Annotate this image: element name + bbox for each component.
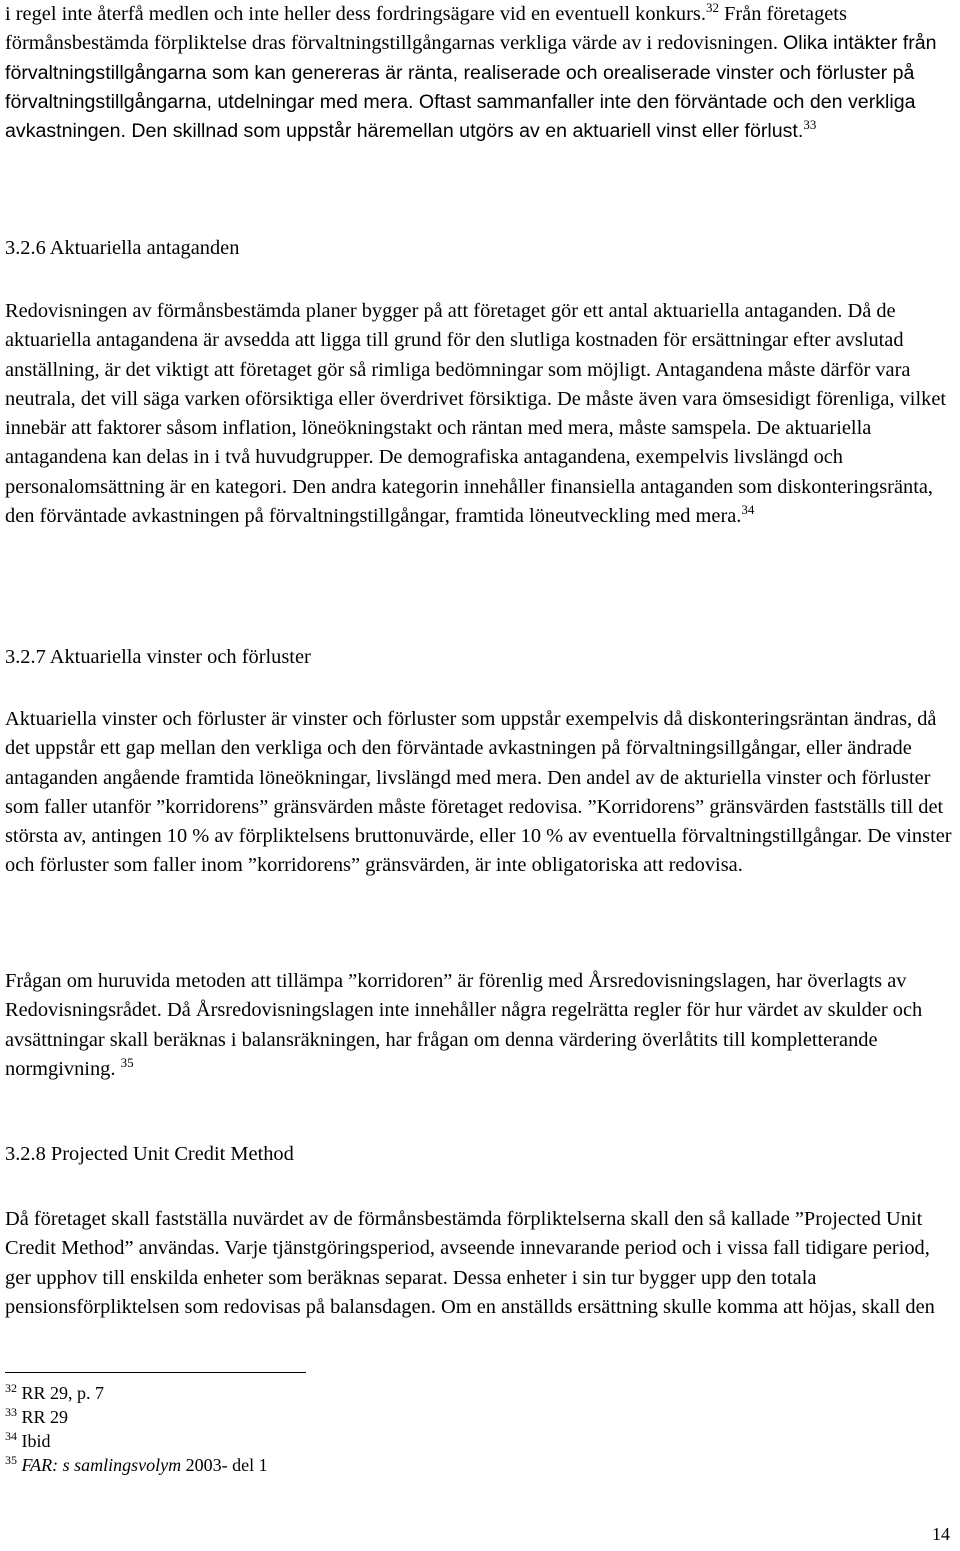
footnote-text: Ibid [21,1431,51,1451]
paragraph-text: Aktuariella vinster och förluster är vinster och förluster som uppstår exempelvis då diskonteringsräntan ändras, då det uppstår ett gap mellan den verkliga och den förväntade avkastningen på förvaltningsillgångar, eller ändrade antaganden angående framtida löneökningar, livslängd med mera. Den andel av de akturiella vinster och förluster som faller utanför ”korridorens” gränsvärden måste företaget redovisa. ”Korridorens” gränsvärden fastställs till det största av, antingen 10 % av förpliktelsens bruttonuvärde, eller 10 % av eventuella förvaltningstillgångar. De vinster och förluster som faller inom ”korridorens” gränsvärden, är inte obligatoriska att redovisa. [5,708,952,877]
intro-sentence-3: Olika intäkter från förvaltningstillgångarna som kan genereras är ränta, realiserade och orealiserade vinster och förluster på förvaltningstillgångarna, utdelningar med mera. Oftast sammanfaller inte den förväntade och den verkliga avkastningen. Den skillnad som uppstår häremellan utgörs av en aktuariell vinst eller förlust. [5,32,937,143]
footnote-34 [5,1429,51,1453]
footnote-number: 33 [5,1405,17,1419]
footnote-number: 34 [5,1429,17,1443]
footnote-33 [5,1405,68,1429]
paragraph-text: Frågan om huruvida metoden att tillämpa ”korridoren” är förenlig med Årsredovisningslagen, har överlagts av Redovisningsrådet. Då Årsredovisningslagen inte innehåller några regelrätta regler för hur värdet av skulder och avsättningar skall beräknas i balansräkningen, har frågan om denna värdering överlåtits till kompletterande normgivning. [5,970,923,1080]
section-3-2-8-paragraph [5,1205,953,1322]
footnote-number: 35 [5,1453,17,1467]
footnote-32 [5,1381,104,1405]
footnote-text: 2003- del 1 [181,1455,268,1475]
paragraph-text: Redovisningen av förmånsbestämda planer bygger på att företaget gör ett antal aktuariella antaganden. Då de aktuariella antagandena är avsedda att ligga till grund för den slutliga kostnaden för ersättningar efter avslutad anställning, är det viktigt att företaget gör så rimliga bedömningar som möjligt. Antagandena måste därför vara neutrala, det vill säga varken oförsiktiga eller överdrivet försiktiga. De måste även vara ömsesidigt förenliga, vilket innebär att faktorer såsom inflation, löneökningstakt och räntan med mera, måste samspela. De aktuariella antagandena kan delas in i två huvudgrupper. De demografiska antagandena, exempelvis livslängd och personalomsättning är en kategori. Den andra kategorin innehåller finansiella antaganden som diskonteringsränta, den förväntade avkastningen på förvaltningstillgångar, framtida löneutveckling med mera. [5,300,947,528]
section-heading-text: 3.2.6 Aktuariella antaganden [5,237,240,259]
section-heading-3-2-7 [5,643,953,672]
section-heading-3-2-6 [5,234,953,263]
footnote-text: RR 29 [21,1407,69,1427]
section-heading-text: 3.2.8 Projected Unit Credit Method [5,1143,294,1165]
footnote-number: 32 [5,1381,17,1395]
footnote-text: RR 29, p. 7 [21,1383,105,1403]
section-3-2-7-paragraph-1 [5,705,953,881]
intro-sentence-1: i regel inte återfå medlen och inte heller dess fordringsägare vid en eventuell konkurs. [5,3,706,25]
section-3-2-6-paragraph [5,297,953,531]
section-3-2-7-paragraph-2 [5,967,953,1084]
footnote-ref-35: 35 [120,1054,134,1070]
paragraph-text: Då företaget skall fastställa nuvärdet av de förmånsbestämda förpliktelserna skall den så kallade ”Projected Unit Credit Method” användas. Varje tjänstgöringsperiod, avseende innevarande period och i vissa fall tidigare period, ger upphov till enskilda enheter som beräknas separat. Dessa enheter i sin tur bygger upp den totala pensionsförpliktelsen som redovisas på balansdagen. Om en anställds ersättning skulle komma att höjas, skall den [5,1208,935,1318]
footnote-ref-34: 34 [741,502,755,518]
footnote-separator [5,1372,306,1373]
page-number: 14 [932,1524,950,1544]
footnote-ref-33: 33 [803,117,817,133]
intro-paragraph [5,0,953,146]
intro-sentence-2: Från företagets förmånsbestämda förpliktelse dras förvaltningstillgångarnas verkliga värde av i redovisningen. [5,3,847,55]
section-heading-text: 3.2.7 Aktuariella vinster och förluster [5,646,311,668]
footnote-source-title: FAR: s samlingsvolym [21,1455,182,1475]
section-heading-3-2-8 [5,1140,953,1169]
footnote-35 [5,1453,268,1477]
footnote-ref-32: 32 [705,0,719,15]
